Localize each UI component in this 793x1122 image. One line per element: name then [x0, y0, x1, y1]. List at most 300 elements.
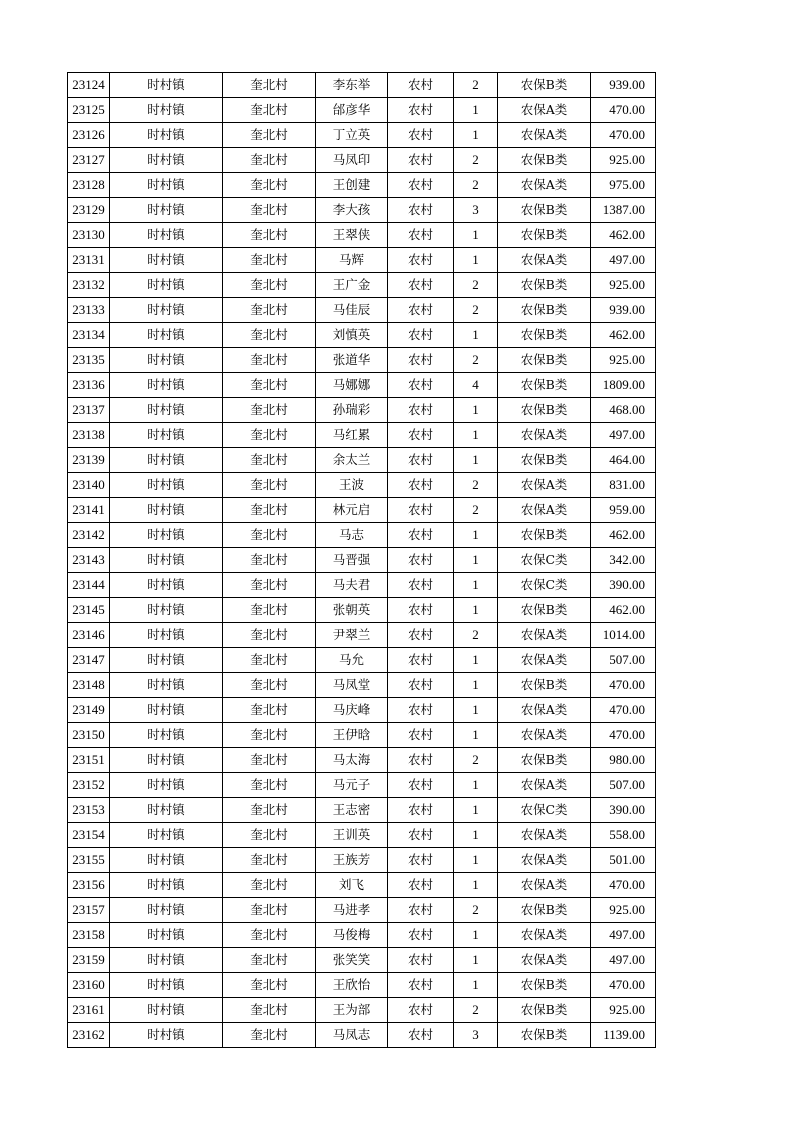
record-id-cell: 23157 — [68, 898, 110, 923]
village-cell: 奎北村 — [223, 848, 316, 873]
town-cell: 时村镇 — [110, 373, 223, 398]
member-count-cell: 1 — [454, 223, 498, 248]
name-cell: 邰彦华 — [316, 98, 388, 123]
amount-cell: 390.00 — [591, 573, 656, 598]
table-row — [68, 548, 656, 573]
village-cell: 奎北村 — [223, 623, 316, 648]
town-cell: 时村镇 — [110, 173, 223, 198]
amount-cell: 925.00 — [591, 148, 656, 173]
amount-cell: 497.00 — [591, 248, 656, 273]
village-cell: 奎北村 — [223, 123, 316, 148]
household-type-cell: 农村 — [388, 173, 454, 198]
member-count-cell: 2 — [454, 623, 498, 648]
member-count-cell: 2 — [454, 73, 498, 98]
member-count-cell: 2 — [454, 148, 498, 173]
household-type-cell: 农村 — [388, 898, 454, 923]
insurance-category-cell: 农保B类 — [498, 1023, 591, 1048]
name-cell: 马俊梅 — [316, 923, 388, 948]
member-count-cell: 4 — [454, 373, 498, 398]
household-type-cell: 农村 — [388, 73, 454, 98]
amount-cell: 925.00 — [591, 348, 656, 373]
name-cell: 王翠侠 — [316, 223, 388, 248]
amount-cell: 925.00 — [591, 998, 656, 1023]
village-cell: 奎北村 — [223, 223, 316, 248]
name-cell: 马太海 — [316, 748, 388, 773]
village-cell: 奎北村 — [223, 948, 316, 973]
name-cell: 孙瑞彩 — [316, 398, 388, 423]
record-id-cell: 23127 — [68, 148, 110, 173]
name-cell: 马红累 — [316, 423, 388, 448]
record-id-cell: 23131 — [68, 248, 110, 273]
town-cell: 时村镇 — [110, 623, 223, 648]
table-row — [68, 173, 656, 198]
insurance-category-cell: 农保B类 — [498, 448, 591, 473]
village-cell: 奎北村 — [223, 323, 316, 348]
table-row — [68, 998, 656, 1023]
village-cell: 奎北村 — [223, 98, 316, 123]
insurance-category-cell: 农保A类 — [498, 173, 591, 198]
town-cell: 时村镇 — [110, 948, 223, 973]
name-cell: 马辉 — [316, 248, 388, 273]
household-type-cell: 农村 — [388, 598, 454, 623]
name-cell: 王伊晗 — [316, 723, 388, 748]
member-count-cell: 2 — [454, 173, 498, 198]
town-cell: 时村镇 — [110, 448, 223, 473]
member-count-cell: 1 — [454, 673, 498, 698]
member-count-cell: 1 — [454, 398, 498, 423]
household-type-cell: 农村 — [388, 1023, 454, 1048]
household-type-cell: 农村 — [388, 523, 454, 548]
insurance-category-cell: 农保B类 — [498, 598, 591, 623]
insurance-category-cell: 农保A类 — [498, 123, 591, 148]
amount-cell: 831.00 — [591, 473, 656, 498]
village-cell: 奎北村 — [223, 348, 316, 373]
record-id-cell: 23150 — [68, 723, 110, 748]
record-id-cell: 23145 — [68, 598, 110, 623]
insurance-category-cell: 农保B类 — [498, 348, 591, 373]
table-row — [68, 473, 656, 498]
town-cell: 时村镇 — [110, 873, 223, 898]
insurance-category-cell: 农保B类 — [498, 373, 591, 398]
town-cell: 时村镇 — [110, 198, 223, 223]
table-row — [68, 898, 656, 923]
insurance-category-cell: 农保A类 — [498, 473, 591, 498]
name-cell: 马夫君 — [316, 573, 388, 598]
name-cell: 王波 — [316, 473, 388, 498]
table-row — [68, 723, 656, 748]
member-count-cell: 1 — [454, 723, 498, 748]
amount-cell: 925.00 — [591, 273, 656, 298]
table-row — [68, 573, 656, 598]
village-cell: 奎北村 — [223, 698, 316, 723]
amount-cell: 939.00 — [591, 298, 656, 323]
village-cell: 奎北村 — [223, 248, 316, 273]
record-id-cell: 23151 — [68, 748, 110, 773]
town-cell: 时村镇 — [110, 773, 223, 798]
insurance-category-cell: 农保A类 — [498, 423, 591, 448]
village-cell: 奎北村 — [223, 523, 316, 548]
household-type-cell: 农村 — [388, 773, 454, 798]
record-id-cell: 23148 — [68, 673, 110, 698]
village-cell: 奎北村 — [223, 723, 316, 748]
household-type-cell: 农村 — [388, 998, 454, 1023]
record-id-cell: 23155 — [68, 848, 110, 873]
table-row — [68, 198, 656, 223]
name-cell: 王族芳 — [316, 848, 388, 873]
household-type-cell: 农村 — [388, 848, 454, 873]
table-row — [68, 623, 656, 648]
amount-cell: 507.00 — [591, 773, 656, 798]
name-cell: 李东举 — [316, 73, 388, 98]
household-type-cell: 农村 — [388, 498, 454, 523]
town-cell: 时村镇 — [110, 398, 223, 423]
table-row — [68, 398, 656, 423]
insurance-category-cell: 农保A类 — [498, 698, 591, 723]
insurance-category-cell: 农保B类 — [498, 223, 591, 248]
table-row — [68, 698, 656, 723]
record-id-cell: 23136 — [68, 373, 110, 398]
table-row — [68, 873, 656, 898]
town-cell: 时村镇 — [110, 223, 223, 248]
household-type-cell: 农村 — [388, 923, 454, 948]
town-cell: 时村镇 — [110, 273, 223, 298]
insurance-category-cell: 农保B类 — [498, 398, 591, 423]
member-count-cell: 2 — [454, 348, 498, 373]
amount-cell: 507.00 — [591, 648, 656, 673]
name-cell: 马晋强 — [316, 548, 388, 573]
household-type-cell: 农村 — [388, 473, 454, 498]
roster-sheet — [67, 72, 655, 1048]
record-id-cell: 23132 — [68, 273, 110, 298]
household-type-cell: 农村 — [388, 948, 454, 973]
name-cell: 马庆峰 — [316, 698, 388, 723]
record-id-cell: 23154 — [68, 823, 110, 848]
village-cell: 奎北村 — [223, 198, 316, 223]
member-count-cell: 1 — [454, 923, 498, 948]
table-row — [68, 523, 656, 548]
village-cell: 奎北村 — [223, 498, 316, 523]
member-count-cell: 2 — [454, 273, 498, 298]
insurance-category-cell: 农保B类 — [498, 673, 591, 698]
name-cell: 张朝英 — [316, 598, 388, 623]
household-type-cell: 农村 — [388, 273, 454, 298]
village-cell: 奎北村 — [223, 173, 316, 198]
name-cell: 李大孩 — [316, 198, 388, 223]
table-row — [68, 598, 656, 623]
household-type-cell: 农村 — [388, 648, 454, 673]
amount-cell: 470.00 — [591, 98, 656, 123]
name-cell: 王广金 — [316, 273, 388, 298]
insurance-category-cell: 农保A类 — [498, 873, 591, 898]
record-id-cell: 23144 — [68, 573, 110, 598]
name-cell: 张笑笑 — [316, 948, 388, 973]
insurance-category-cell: 农保A类 — [498, 723, 591, 748]
household-type-cell: 农村 — [388, 623, 454, 648]
table-row — [68, 923, 656, 948]
amount-cell: 390.00 — [591, 798, 656, 823]
village-cell: 奎北村 — [223, 748, 316, 773]
member-count-cell: 1 — [454, 548, 498, 573]
table-row — [68, 423, 656, 448]
record-id-cell: 23153 — [68, 798, 110, 823]
name-cell: 林元启 — [316, 498, 388, 523]
town-cell: 时村镇 — [110, 298, 223, 323]
name-cell: 马娜娜 — [316, 373, 388, 398]
record-id-cell: 23143 — [68, 548, 110, 573]
record-id-cell: 23129 — [68, 198, 110, 223]
table-row — [68, 648, 656, 673]
village-cell: 奎北村 — [223, 423, 316, 448]
amount-cell: 975.00 — [591, 173, 656, 198]
record-id-cell: 23134 — [68, 323, 110, 348]
record-id-cell: 23147 — [68, 648, 110, 673]
town-cell: 时村镇 — [110, 523, 223, 548]
record-id-cell: 23137 — [68, 398, 110, 423]
member-count-cell: 2 — [454, 298, 498, 323]
member-count-cell: 1 — [454, 448, 498, 473]
household-type-cell: 农村 — [388, 248, 454, 273]
insurance-category-cell: 农保B类 — [498, 198, 591, 223]
name-cell: 马佳辰 — [316, 298, 388, 323]
village-cell: 奎北村 — [223, 73, 316, 98]
village-cell: 奎北村 — [223, 373, 316, 398]
household-type-cell: 农村 — [388, 798, 454, 823]
member-count-cell: 3 — [454, 1023, 498, 1048]
household-type-cell: 农村 — [388, 448, 454, 473]
household-type-cell: 农村 — [388, 98, 454, 123]
roster-table — [67, 72, 656, 1048]
member-count-cell: 1 — [454, 123, 498, 148]
name-cell: 刘慎英 — [316, 323, 388, 348]
member-count-cell: 2 — [454, 998, 498, 1023]
table-row — [68, 823, 656, 848]
household-type-cell: 农村 — [388, 973, 454, 998]
insurance-category-cell: 农保A类 — [498, 923, 591, 948]
amount-cell: 342.00 — [591, 548, 656, 573]
amount-cell: 464.00 — [591, 448, 656, 473]
member-count-cell: 1 — [454, 598, 498, 623]
town-cell: 时村镇 — [110, 673, 223, 698]
table-row — [68, 298, 656, 323]
name-cell: 马允 — [316, 648, 388, 673]
member-count-cell: 2 — [454, 748, 498, 773]
insurance-category-cell: 农保B类 — [498, 148, 591, 173]
household-type-cell: 农村 — [388, 723, 454, 748]
member-count-cell: 1 — [454, 973, 498, 998]
member-count-cell: 2 — [454, 473, 498, 498]
record-id-cell: 23133 — [68, 298, 110, 323]
amount-cell: 462.00 — [591, 598, 656, 623]
amount-cell: 462.00 — [591, 223, 656, 248]
village-cell: 奎北村 — [223, 598, 316, 623]
household-type-cell: 农村 — [388, 123, 454, 148]
household-type-cell: 农村 — [388, 398, 454, 423]
record-id-cell: 23135 — [68, 348, 110, 373]
record-id-cell: 23124 — [68, 73, 110, 98]
town-cell: 时村镇 — [110, 323, 223, 348]
record-id-cell: 23130 — [68, 223, 110, 248]
town-cell: 时村镇 — [110, 73, 223, 98]
amount-cell: 1139.00 — [591, 1023, 656, 1048]
village-cell: 奎北村 — [223, 673, 316, 698]
village-cell: 奎北村 — [223, 398, 316, 423]
village-cell: 奎北村 — [223, 273, 316, 298]
town-cell: 时村镇 — [110, 848, 223, 873]
village-cell: 奎北村 — [223, 898, 316, 923]
town-cell: 时村镇 — [110, 123, 223, 148]
amount-cell: 468.00 — [591, 398, 656, 423]
table-row — [68, 248, 656, 273]
record-id-cell: 23159 — [68, 948, 110, 973]
name-cell: 尹翠兰 — [316, 623, 388, 648]
name-cell: 余太兰 — [316, 448, 388, 473]
town-cell: 时村镇 — [110, 548, 223, 573]
amount-cell: 497.00 — [591, 423, 656, 448]
table-row — [68, 673, 656, 698]
insurance-category-cell: 农保A类 — [498, 498, 591, 523]
record-id-cell: 23161 — [68, 998, 110, 1023]
village-cell: 奎北村 — [223, 873, 316, 898]
name-cell: 马元子 — [316, 773, 388, 798]
record-id-cell: 23139 — [68, 448, 110, 473]
village-cell: 奎北村 — [223, 998, 316, 1023]
amount-cell: 462.00 — [591, 323, 656, 348]
table-row — [68, 148, 656, 173]
household-type-cell: 农村 — [388, 298, 454, 323]
town-cell: 时村镇 — [110, 148, 223, 173]
amount-cell: 980.00 — [591, 748, 656, 773]
insurance-category-cell: 农保A类 — [498, 773, 591, 798]
insurance-category-cell: 农保A类 — [498, 648, 591, 673]
table-row — [68, 323, 656, 348]
household-type-cell: 农村 — [388, 673, 454, 698]
town-cell: 时村镇 — [110, 573, 223, 598]
village-cell: 奎北村 — [223, 773, 316, 798]
household-type-cell: 农村 — [388, 323, 454, 348]
household-type-cell: 农村 — [388, 548, 454, 573]
record-id-cell: 23140 — [68, 473, 110, 498]
insurance-category-cell: 农保A类 — [498, 948, 591, 973]
village-cell: 奎北村 — [223, 648, 316, 673]
amount-cell: 1014.00 — [591, 623, 656, 648]
insurance-category-cell: 农保B类 — [498, 748, 591, 773]
name-cell: 马凤印 — [316, 148, 388, 173]
table-row — [68, 498, 656, 523]
member-count-cell: 1 — [454, 573, 498, 598]
insurance-category-cell: 农保A类 — [498, 623, 591, 648]
table-row — [68, 948, 656, 973]
member-count-cell: 2 — [454, 898, 498, 923]
insurance-category-cell: 农保C类 — [498, 798, 591, 823]
amount-cell: 497.00 — [591, 923, 656, 948]
name-cell: 马凤志 — [316, 1023, 388, 1048]
amount-cell: 462.00 — [591, 523, 656, 548]
member-count-cell: 1 — [454, 648, 498, 673]
insurance-category-cell: 农保C类 — [498, 573, 591, 598]
household-type-cell: 农村 — [388, 748, 454, 773]
insurance-category-cell: 农保B类 — [498, 273, 591, 298]
table-row — [68, 348, 656, 373]
member-count-cell: 2 — [454, 498, 498, 523]
table-row — [68, 773, 656, 798]
town-cell: 时村镇 — [110, 748, 223, 773]
household-type-cell: 农村 — [388, 348, 454, 373]
insurance-category-cell: 农保B类 — [498, 73, 591, 98]
village-cell: 奎北村 — [223, 448, 316, 473]
insurance-category-cell: 农保A类 — [498, 248, 591, 273]
amount-cell: 501.00 — [591, 848, 656, 873]
name-cell: 王欣怡 — [316, 973, 388, 998]
amount-cell: 497.00 — [591, 948, 656, 973]
household-type-cell: 农村 — [388, 373, 454, 398]
household-type-cell: 农村 — [388, 823, 454, 848]
amount-cell: 558.00 — [591, 823, 656, 848]
record-id-cell: 23146 — [68, 623, 110, 648]
record-id-cell: 23128 — [68, 173, 110, 198]
amount-cell: 470.00 — [591, 698, 656, 723]
member-count-cell: 1 — [454, 873, 498, 898]
name-cell: 马志 — [316, 523, 388, 548]
record-id-cell: 23158 — [68, 923, 110, 948]
member-count-cell: 1 — [454, 323, 498, 348]
table-row — [68, 73, 656, 98]
name-cell: 马进孝 — [316, 898, 388, 923]
table-row — [68, 798, 656, 823]
amount-cell: 470.00 — [591, 973, 656, 998]
town-cell: 时村镇 — [110, 698, 223, 723]
town-cell: 时村镇 — [110, 498, 223, 523]
table-row — [68, 848, 656, 873]
town-cell: 时村镇 — [110, 98, 223, 123]
member-count-cell: 1 — [454, 798, 498, 823]
insurance-category-cell: 农保B类 — [498, 323, 591, 348]
amount-cell: 1387.00 — [591, 198, 656, 223]
amount-cell: 1809.00 — [591, 373, 656, 398]
record-id-cell: 23160 — [68, 973, 110, 998]
member-count-cell: 1 — [454, 248, 498, 273]
town-cell: 时村镇 — [110, 923, 223, 948]
town-cell: 时村镇 — [110, 898, 223, 923]
village-cell: 奎北村 — [223, 548, 316, 573]
member-count-cell: 1 — [454, 698, 498, 723]
table-row — [68, 373, 656, 398]
village-cell: 奎北村 — [223, 923, 316, 948]
insurance-category-cell: 农保B类 — [498, 298, 591, 323]
record-id-cell: 23162 — [68, 1023, 110, 1048]
village-cell: 奎北村 — [223, 298, 316, 323]
name-cell: 张道华 — [316, 348, 388, 373]
name-cell: 丁立英 — [316, 123, 388, 148]
insurance-category-cell: 农保C类 — [498, 548, 591, 573]
insurance-category-cell: 农保B类 — [498, 898, 591, 923]
insurance-category-cell: 农保B类 — [498, 998, 591, 1023]
record-id-cell: 23149 — [68, 698, 110, 723]
name-cell: 王志密 — [316, 798, 388, 823]
insurance-category-cell: 农保B类 — [498, 523, 591, 548]
table-row — [68, 448, 656, 473]
household-type-cell: 农村 — [388, 148, 454, 173]
amount-cell: 470.00 — [591, 873, 656, 898]
record-id-cell: 23156 — [68, 873, 110, 898]
town-cell: 时村镇 — [110, 248, 223, 273]
member-count-cell: 1 — [454, 848, 498, 873]
table-row — [68, 748, 656, 773]
village-cell: 奎北村 — [223, 823, 316, 848]
table-row — [68, 223, 656, 248]
member-count-cell: 1 — [454, 948, 498, 973]
insurance-category-cell: 农保B类 — [498, 973, 591, 998]
insurance-category-cell: 农保A类 — [498, 823, 591, 848]
